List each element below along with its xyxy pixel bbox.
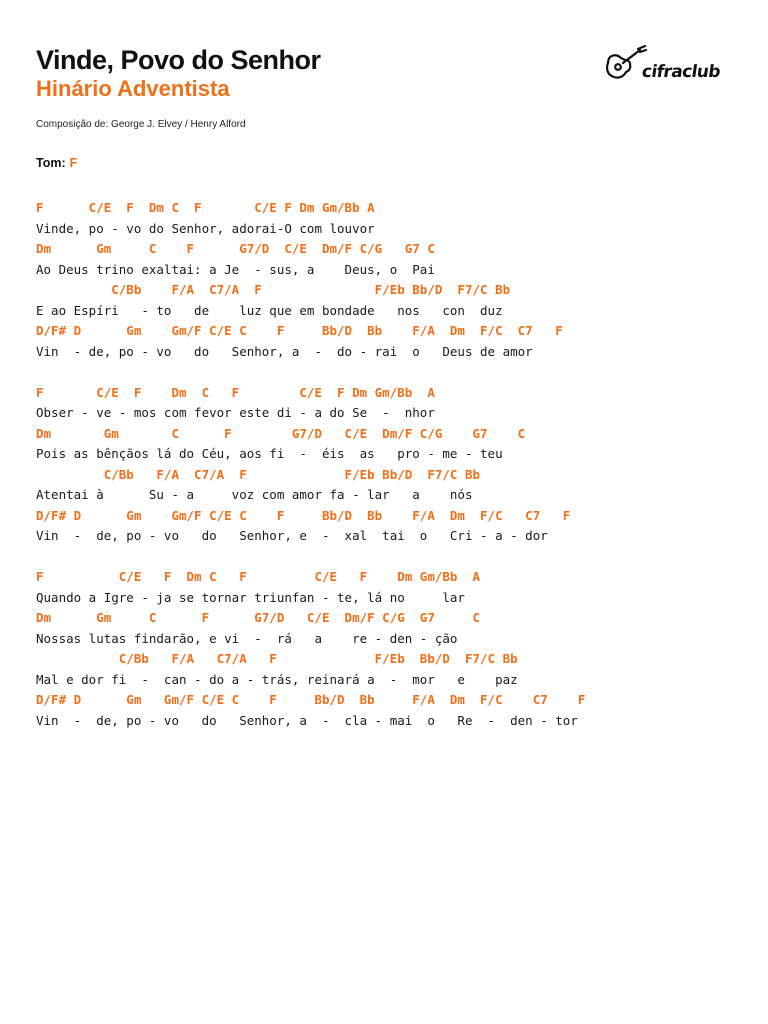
chord-line[interactable]: D/F# D Gm Gm/F C/E C F Bb/D Bb F/A Dm F/C C7 F xyxy=(36,507,571,523)
lyric-line: Vin - de, po - vo do Senhor, a - cla - mai o Re - den - tor xyxy=(36,712,578,728)
logo-text: cifraclub xyxy=(640,62,722,82)
chord-line[interactable]: C/Bb F/A C7/A F F/Eb Bb/D F7/C Bb xyxy=(36,282,511,297)
chord-line[interactable]: F C/E F Dm C F C/E F Dm Gm/Bb A xyxy=(36,200,375,215)
lyric-line: Ao Deus trino exaltai: a Je - sus, a Deus, o Pai xyxy=(36,261,435,277)
chord-line[interactable]: D/F# D Gm Gm/F C/E C F Bb/D Bb F/A Dm F/C C7 F xyxy=(36,692,586,707)
chord-line[interactable]: C/Bb F/A C7/A F F/Eb Bb/D F7/C Bb xyxy=(36,651,518,666)
stanza xyxy=(36,567,736,731)
lyric-line: Nossas lutas findarão, e vi - rá a re - den - ção xyxy=(36,630,458,646)
chord-line[interactable]: F C/E F Dm C F C/E F Dm Gm/Bb A xyxy=(36,569,481,584)
key-value[interactable]: F xyxy=(69,156,78,170)
lyric-line: Pois as bênçãos lá do Céu, aos fi - éis as pro - me - teu xyxy=(36,446,503,461)
song-key xyxy=(36,156,77,170)
lyric-line: Quando a Igre - ja se tornar triunfan - te, lá no lar xyxy=(36,589,465,605)
chord-line[interactable]: Dm Gm C F G7/D C/E Dm/F C/G G7 C xyxy=(36,610,481,625)
lyric-line: Vinde, po - vo do Senhor, adorai-O com louvor xyxy=(36,220,375,236)
lyric-line: Obser - ve - mos com fevor este di - a do Se - nhor xyxy=(36,405,435,420)
lyric-line: Vin - de, po - vo do Senhor, a - do - rai o Deus de amor xyxy=(36,343,533,359)
composer-credit: Composição de: George J. Elvey / Henry Alford xyxy=(36,119,246,130)
key-label: Tom: xyxy=(36,156,66,170)
lyric-line: Mal e dor fi - can - do a - trás, reinará a - mor e paz xyxy=(36,671,518,687)
song-header xyxy=(36,44,596,103)
chord-line[interactable]: Dm Gm C F G7/D C/E Dm/F C/G G7 C xyxy=(36,241,435,256)
song-title: Vinde, Povo do Senhor xyxy=(36,45,321,75)
chord-sheet xyxy=(36,198,736,752)
chord-line[interactable]: F C/E F Dm C F C/E F Dm Gm/Bb A xyxy=(36,384,435,400)
stanza xyxy=(36,198,736,362)
chord-line[interactable]: C/Bb F/A C7/A F F/Eb Bb/D F7/C Bb xyxy=(36,466,481,482)
chord-line[interactable]: D/F# D Gm Gm/F C/E C F Bb/D Bb F/A Dm F/C C7 F xyxy=(36,323,563,338)
lyric-line: Vin - de, po - vo do Senhor, e - xal tai o Cri - a - dor xyxy=(36,528,548,543)
stanza xyxy=(36,383,736,547)
cifraclub-logo[interactable] xyxy=(604,44,734,94)
lyric-line: E ao Espíri - to de luz que em bondade nos con duz xyxy=(36,302,503,318)
chord-line[interactable]: Dm Gm C F G7/D C/E Dm/F C/G G7 C xyxy=(36,425,526,441)
lyric-line: Atentai à Su - a voz com amor fa - lar a nós xyxy=(36,487,473,502)
artist-name[interactable]: Hinário Adventista xyxy=(36,76,230,101)
